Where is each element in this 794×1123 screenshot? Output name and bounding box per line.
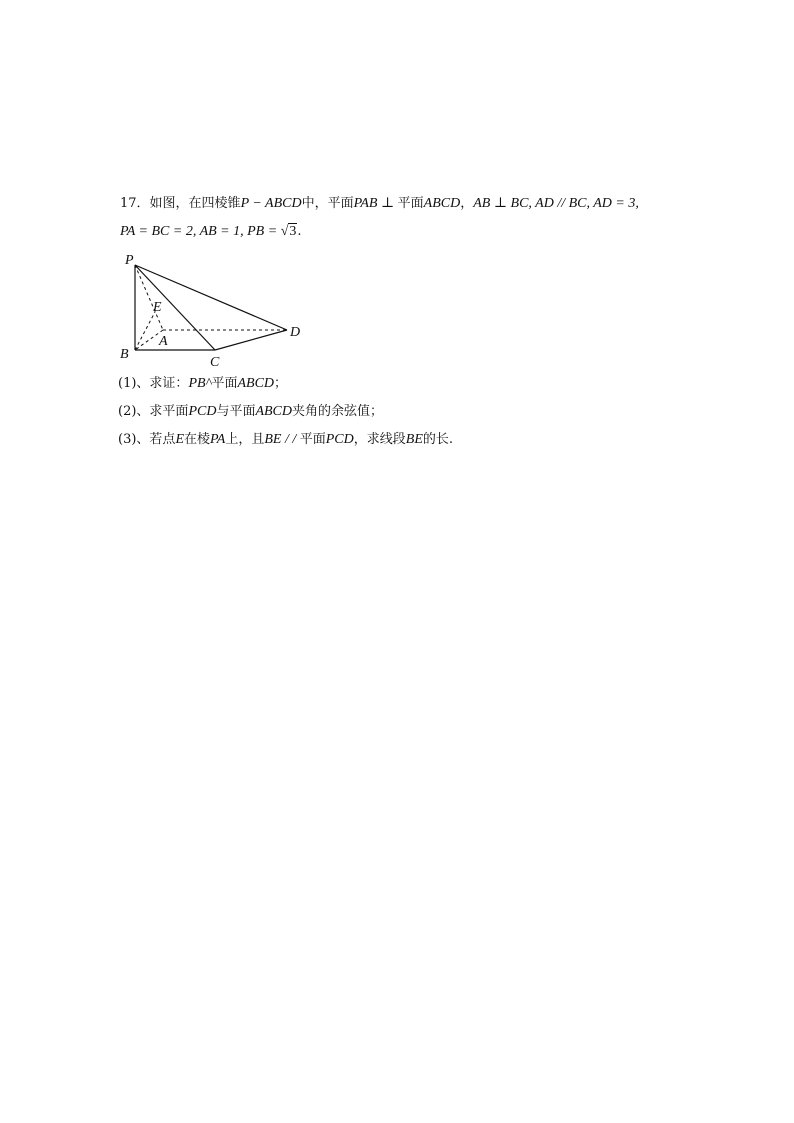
sqrt-radicand: 3	[289, 224, 297, 239]
math-pa: PA	[210, 432, 226, 447]
question-number: (2)、	[118, 404, 150, 419]
text: 平面	[211, 376, 238, 391]
math-pyramid: P − ABCD	[240, 196, 302, 211]
perp-symbol: ⊥	[377, 196, 398, 211]
math-pb: PB	[188, 376, 206, 391]
math-lengths: PA = BC = 2, AB = 1, PB =	[120, 224, 281, 239]
perp-symbol: ^	[205, 376, 212, 391]
edge-cd	[215, 330, 287, 350]
math-conditions: AB ⊥ BC, AD // BC, AD = 3,	[473, 196, 639, 211]
text: 与平面	[216, 404, 256, 419]
math-plane-abcd: ABCD	[423, 196, 461, 211]
question-number: (3)、	[118, 432, 150, 447]
problem-statement	[120, 190, 680, 246]
question-1	[118, 370, 678, 398]
text: 平面	[397, 196, 424, 211]
parallel-symbol: / /	[281, 432, 300, 447]
math-pcd: PCD	[325, 432, 354, 447]
question-2	[118, 398, 678, 426]
label-e: E	[153, 300, 162, 315]
question-3	[118, 426, 678, 454]
math-plane-pab: PAB	[353, 196, 378, 211]
text: ；	[274, 376, 288, 391]
question-number: (1)、	[118, 376, 150, 391]
math-abcd: ABCD	[255, 404, 293, 419]
text: 夹角的余弦值；	[292, 404, 384, 419]
text: 如图，在四棱锥	[149, 196, 241, 211]
edge-pc	[135, 265, 215, 350]
problem-line-2	[120, 218, 680, 246]
text: ，求线段	[353, 432, 406, 447]
label-b: B	[120, 347, 129, 362]
math-be: BE	[405, 432, 423, 447]
text: 求证：	[149, 376, 189, 391]
segment-be	[135, 312, 155, 350]
math-abcd: ABCD	[237, 376, 275, 391]
text: 若点	[149, 432, 176, 447]
math-pcd: PCD	[188, 404, 217, 419]
label-p: P	[125, 253, 134, 268]
label-c: C	[210, 355, 220, 370]
questions	[118, 370, 678, 454]
text: .	[297, 224, 302, 239]
label-d: D	[290, 325, 301, 340]
problem-line-1	[120, 190, 680, 218]
text: 的长.	[422, 432, 454, 447]
label-a: A	[159, 334, 168, 349]
math-be: BE	[264, 432, 282, 447]
text: 在棱	[184, 432, 211, 447]
math-e: E	[175, 432, 184, 447]
edge-pd	[135, 265, 287, 330]
text: ，	[460, 196, 474, 211]
text: 上，且	[225, 432, 265, 447]
sqrt-expression: √3	[280, 224, 297, 239]
pyramid-figure	[115, 250, 315, 370]
text: 平面	[299, 432, 326, 447]
pyramid-diagram	[115, 250, 315, 370]
text: 求平面	[149, 404, 189, 419]
problem-number: 17．	[120, 196, 150, 211]
text: 中，平面	[301, 196, 354, 211]
